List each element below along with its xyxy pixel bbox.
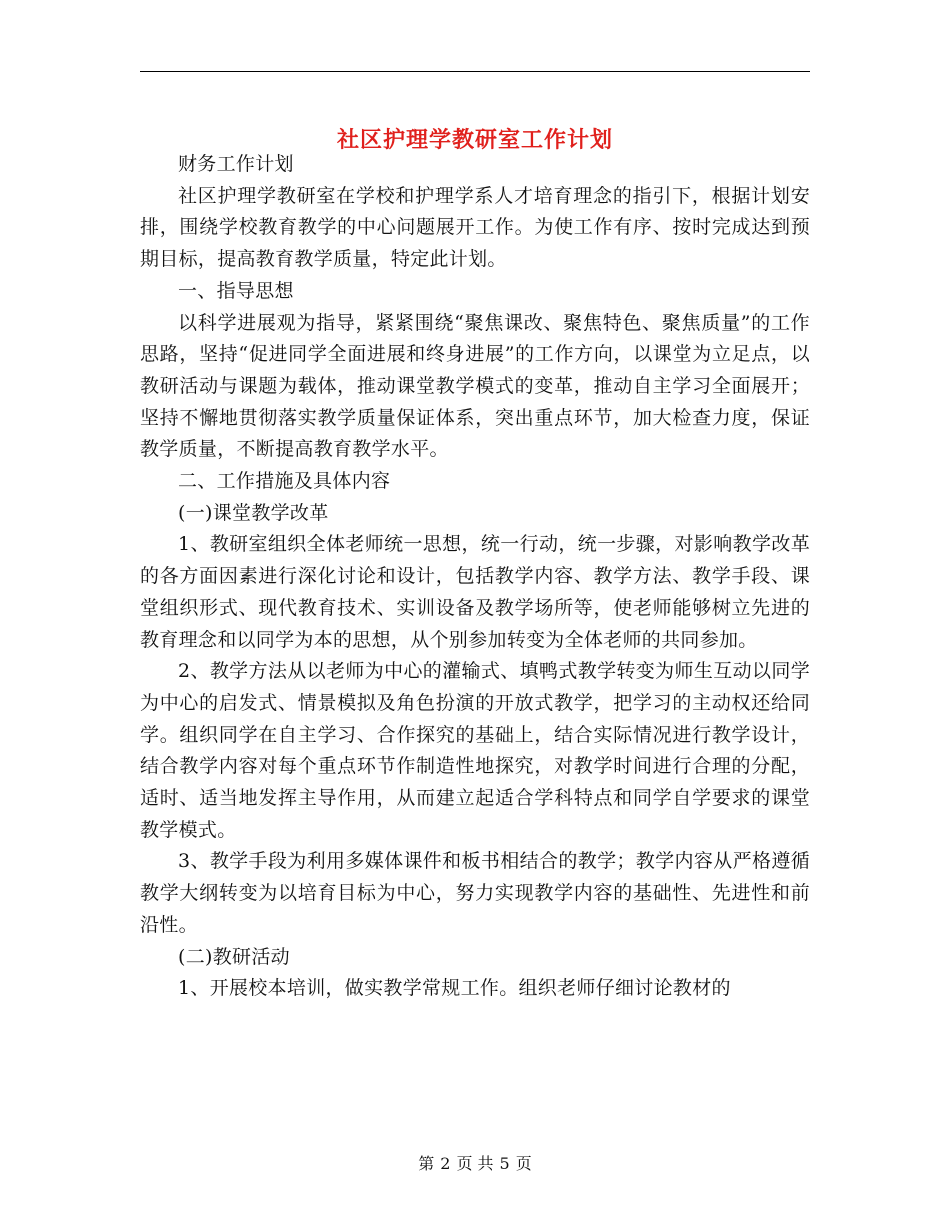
section-heading-guiding-thought: 一、指导思想 bbox=[178, 279, 294, 302]
paragraph-item-1: 1、教研室组织全体老师统一思想，统一行动，统一步骤，对影响教学改革的各方面因素进行深化讨论和设计，包括教学内容、教学方法、教学手段、课堂组织形式、现代教育技术、实训设备及教学场所等，使老师能够树立先进的教育理念和以同学为本的思想，从个别参加转变为全体老师的共同参加。 bbox=[140, 533, 810, 651]
document-title: 社区护理学教研室工作计划 bbox=[336, 126, 613, 153]
footer-middle: 页 共 bbox=[456, 1154, 494, 1173]
paragraph-item-2: 2、教学方法从以老师为中心的灌输式、填鸭式教学转变为师生互动以同学为中心的启发式、情景模拟及角色扮演的开放式教学，把学习的主动权还给同学。组织同学在自主学习、合作探究的基础上，结合实际情况进行教学设计，结合教学内容对每个重点环节作制造性地探究，对教学时间进行合理的分配，适时、适当地发挥主导作用，从而建立起适合学科特点和同学自学要求的课堂教学模式。 bbox=[140, 660, 810, 841]
paragraph-item-3: 3、教学手段为利用多媒体课件和板书相结合的教学；教学内容从严格遵循教学大纲转变为以培育目标为中心，努力实现教学内容的基础性、先进性和前沿性。 bbox=[140, 850, 810, 936]
footer-prefix: 第 bbox=[418, 1154, 435, 1173]
paragraph-subtitle: 财务工作计划 bbox=[178, 153, 294, 175]
document-body bbox=[140, 149, 810, 1005]
header-rule bbox=[140, 71, 810, 72]
footer-suffix: 页 bbox=[515, 1154, 532, 1173]
footer-current-page: 2 bbox=[440, 1154, 451, 1173]
paragraph-intro: 社区护理学教研室在学校和护理学系人才培育理念的指引下，根据计划安排，围绕学校教育教学的中心问题展开工作。为使工作有序、按时完成达到预期目标，提高教育教学质量，特定此计划。 bbox=[140, 184, 810, 271]
paragraph-research-item-1: 1、开展校本培训，做实教学常规工作。组织老师仔细讨论教材的 bbox=[178, 977, 731, 1000]
section-heading-measures: 二、工作措施及具体内容 bbox=[178, 470, 391, 493]
page-footer bbox=[0, 1152, 950, 1176]
footer-total-pages: 5 bbox=[499, 1154, 510, 1173]
subsection-heading-classroom-reform: (一)课堂教学改革 bbox=[178, 501, 329, 524]
paragraph-guiding-thought: 以科学进展观为指导，紧紧围绕“聚焦课改、聚焦特色、聚焦质量”的工作思路，坚持“促进同学全面进展和终身进展”的工作方向，以课堂为立足点，以教研活动与课题为载体，推动课堂教学模式的变革，推动自主学习全面展开；坚持不懈地贯彻落实教学质量保证体系，突出重点环节，加大检查力度，保证教学质量，不断提高教育教学水平。 bbox=[140, 311, 810, 461]
subsection-heading-teaching-research: (二)教研活动 bbox=[178, 945, 290, 968]
